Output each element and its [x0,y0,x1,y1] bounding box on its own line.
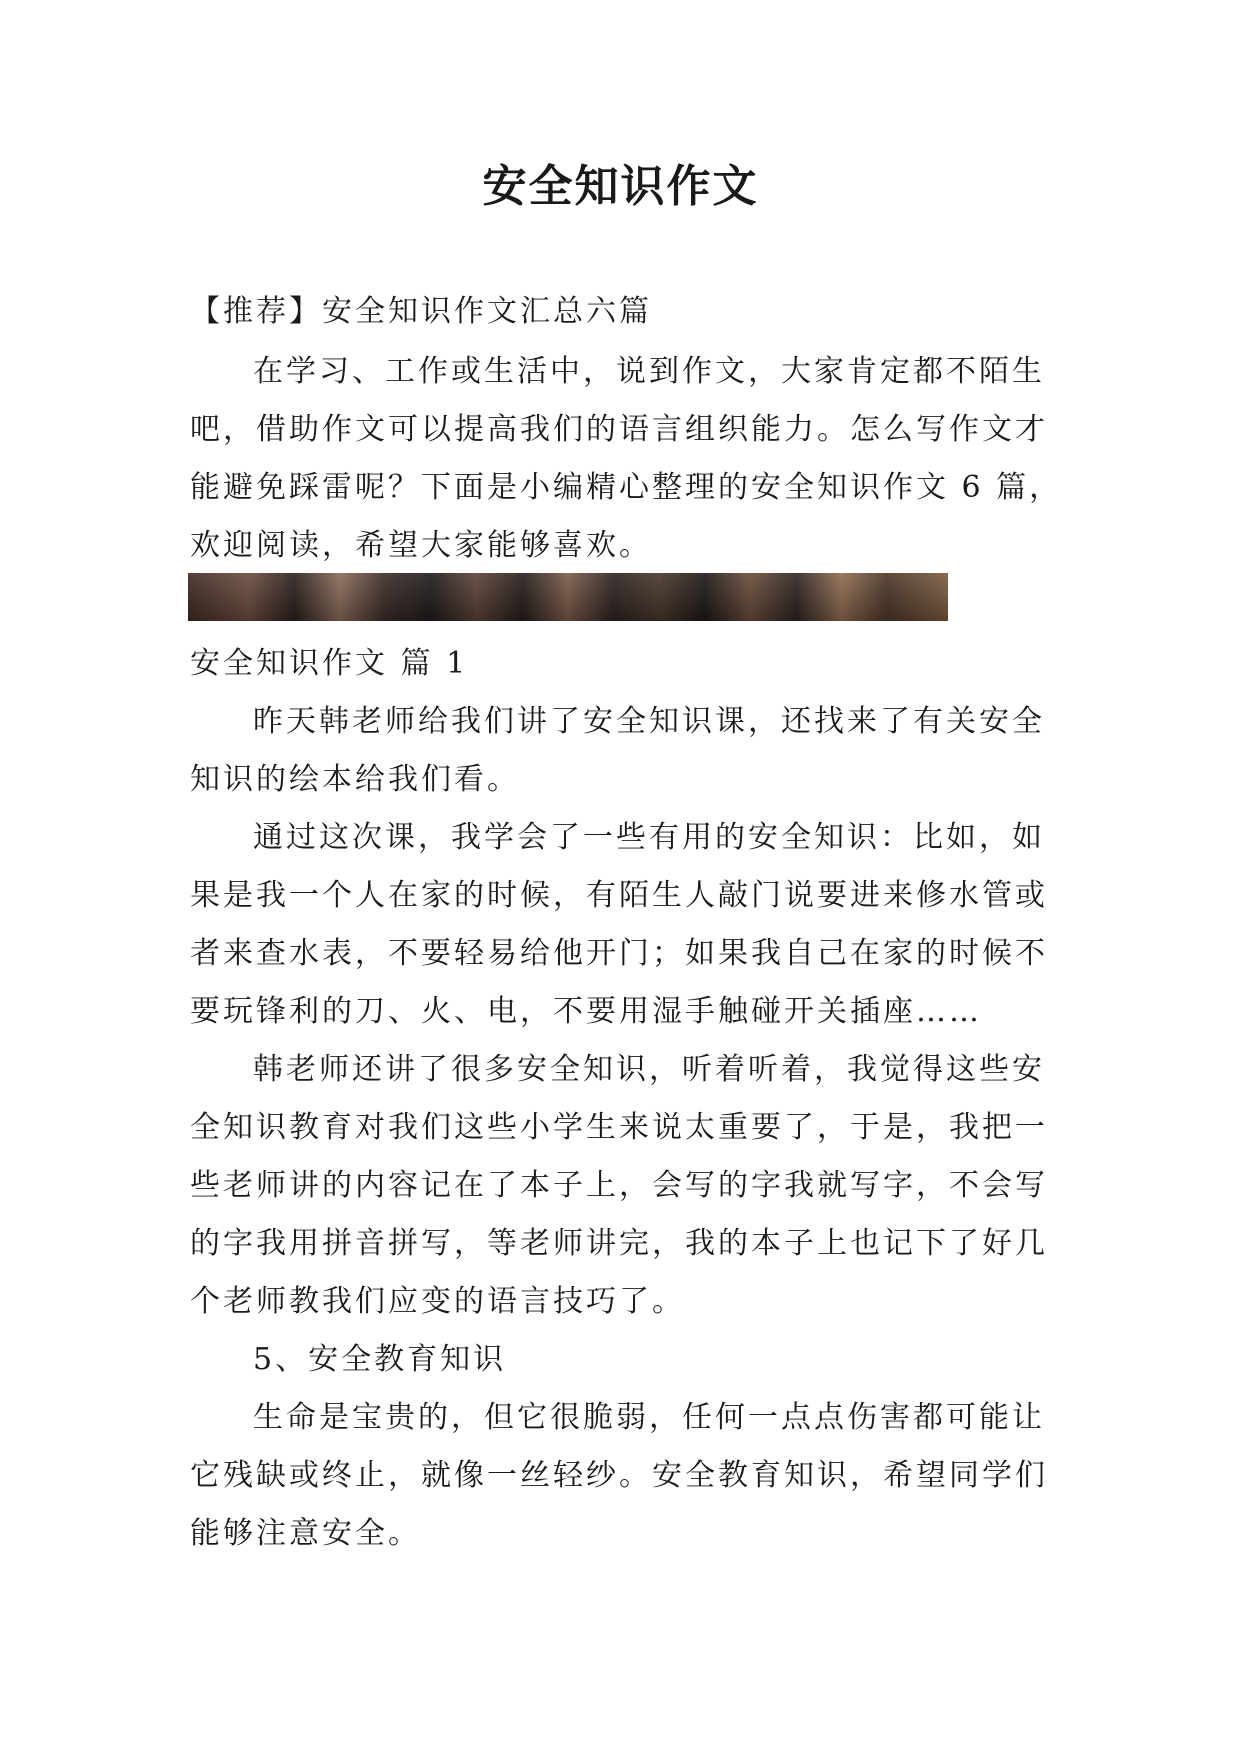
body-line: 全知识教育对我们这些小学生来说太重要了，于是，我把一 [190,1110,1048,1145]
body-line: 果是我一个人在家的时候，有陌生人敲门说要进来修水管或 [190,878,1048,913]
body-line: 通过这次课，我学会了一些有用的安全知识：比如，如 [253,820,1045,855]
body-line: 个老师教我们应变的语言技巧了。 [190,1284,685,1319]
body-line: 知识的绘本给我们看。 [190,762,520,797]
decorative-banner-image [188,573,948,621]
body-line: 它残缺或终止，就像一丝轻纱。安全教育知识，希望同学们 [190,1458,1048,1493]
body-line: 些老师讲的内容记在了本子上，会写的字我就写字，不会写 [190,1168,1048,1203]
recommend-heading: 【推荐】安全知识作文汇总六篇 [190,294,652,329]
body-line: 昨天韩老师给我们讲了安全知识课，还找来了有关安全 [253,704,1045,739]
document-title: 安全知识作文 [482,161,759,212]
intro-line: 吧，借助作文可以提高我们的语言组织能力。怎么写作文才 [190,412,1048,447]
intro-line: 欢迎阅读，希望大家能够喜欢。 [190,528,652,563]
body-line: 要玩锋利的刀、火、电，不要用湿手触碰开关插座…… [190,994,982,1029]
body-line: 者来查水表，不要轻易给他开门；如果我自己在家的时候不 [190,936,1048,971]
section-heading: 安全知识作文 篇 1 [190,646,469,681]
body-line: 韩老师还讲了很多安全知识，听着听着，我觉得这些安 [253,1052,1045,1087]
intro-line: 能避免踩雷呢？下面是小编精心整理的安全知识作文 6 篇， [190,470,1063,505]
body-line: 的字我用拼音拼写，等老师讲完，我的本子上也记下了好几 [190,1226,1048,1261]
intro-line: 在学习、工作或生活中，说到作文，大家肯定都不陌生 [253,354,1045,389]
body-line: 能够注意安全。 [190,1516,421,1551]
body-line: 生命是宝贵的，但它很脆弱，任何一点点伤害都可能让 [253,1400,1045,1435]
subsection-heading: 5、安全教育知识 [253,1342,507,1377]
